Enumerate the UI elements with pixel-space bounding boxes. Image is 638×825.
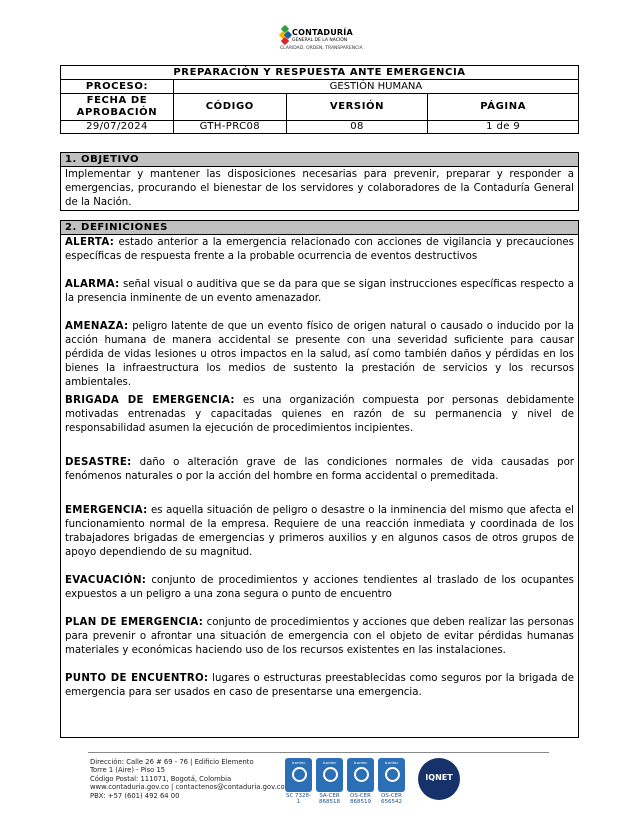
document-title: PREPARACIÓN Y RESPUESTA ANTE EMERGENCIA: [61, 66, 579, 80]
definition-text: es aquella situación de peligro o desastre o la inminencia del mismo que afecta el funcionamiento normal de la empresa. Requiere de una reacción inmediata y coordinada de los trabajadores brigadas de emergencias y primeros auxilios y en algunos casos de otros grupos de apoyo dependiendo de su magnitud.: [65, 505, 574, 558]
icontec-cert-icon: [316, 758, 343, 792]
definition-item: [65, 574, 574, 602]
document-header-table: [60, 65, 579, 134]
icontec-cert-badge: [347, 758, 374, 810]
definition-term: PUNTO DE ENCUENTRO:: [65, 673, 209, 684]
definition-term: EMERGENCIA:: [65, 505, 148, 516]
page-label: PÁGINA: [428, 94, 579, 121]
date-label: FECHA DE APROBACIÓN: [61, 94, 174, 121]
code-value: GTH-PRC08: [173, 121, 286, 134]
definitions-list: [61, 235, 578, 700]
definition-text: lugares o estructuras preestablecidas como seguros por la brigada de emergencia para ser usados en caso de presentarse una emergencia.: [65, 673, 574, 698]
definition-item: [65, 278, 574, 306]
footer-divider: [88, 752, 549, 753]
icontec-cert-badge: [316, 758, 343, 810]
footer-line: PBX: +57 (601) 492 64 00: [90, 791, 180, 800]
definition-item: [65, 236, 574, 264]
definition-item: [65, 616, 574, 658]
logo-mark-icon: [280, 26, 290, 48]
definition-text: es una organización compuesta por personas debidamente motivadas entrenadas y capacitadas quienes en razón de su permanencia y nivel de responsabilidad asumen la ejecución de procedimientos incipientes.: [65, 395, 575, 434]
logo: [280, 26, 370, 54]
cert-code: OS-CER 656542: [381, 793, 402, 805]
definition-term: AMENAZA:: [65, 321, 129, 332]
cert-brand: Icontec: [384, 760, 399, 765]
definition-text: peligro latente de que un evento físico de origen natural o causado o inducido por la acción humana de manera accidental se presente con una severidad suficiente para causar pérdida de vidas lesiones u otros impactos en la salud, así como también daños y pérdidas en los bienes la infraestructura los medios de sustento la prestación de servicios y los recursos ambientales.: [65, 321, 574, 388]
icontec-cert-badge: [285, 758, 312, 810]
section-heading: 1. OBJETIVO: [61, 153, 578, 167]
objetivo-text: Implementar y mantener las disposiciones necesarias para prevenir, preparar y responder a emergencias, procurando el bienestar de los servidores y colaboradores de la Contaduría General de la Nación.: [65, 169, 574, 208]
definition-item: [65, 672, 574, 700]
process-value: GESTIÓN HUMANA: [173, 80, 578, 94]
footer-line: Torre 1 (Aire) - Piso 15: [90, 766, 166, 775]
definition-item: [65, 504, 574, 560]
section-heading: 2. DEFINICIONES: [61, 221, 578, 235]
page-value: 1 de 9: [428, 121, 579, 134]
definition-term: EVACUACIÓN:: [65, 575, 147, 586]
icontec-cert-icon: [378, 758, 405, 792]
process-label: PROCESO:: [61, 80, 174, 94]
definition-item: [65, 394, 574, 436]
definition-term: BRIGADA DE EMERGENCIA:: [65, 395, 235, 406]
footer-line: Dirección: Calle 26 # 69 - 76 | Edificio Elemento: [90, 758, 254, 766]
definition-item: [65, 320, 574, 390]
version-label: VERSIÓN: [286, 94, 428, 121]
logo-tagline: CLARIDAD, ORDEN, TRANSPARENCIA: [280, 46, 363, 51]
cert-code: SC 7328-1: [285, 793, 312, 805]
definition-text: señal visual o auditiva que se da para que se sigan instrucciones específicas respecto a la presencia inminente de un evento amenazador.: [65, 279, 574, 304]
section-objetivo: [60, 152, 579, 211]
cert-code: OS-CER 868519: [350, 793, 371, 805]
definition-term: DESASTRE:: [65, 457, 132, 468]
version-value: 08: [286, 121, 428, 134]
icontec-cert-icon: [285, 758, 312, 792]
footer-line: Código Postal: 111071, Bogotá, Colombia: [90, 774, 232, 783]
definition-text: daño o alteración grave de las condiciones normales de vida causadas por fenómenos naturales o por la acción del hombre en forma accidental o premeditada.: [65, 457, 574, 482]
icontec-cert-icon: [347, 758, 374, 792]
date-value: 29/07/2024: [61, 121, 174, 134]
cert-brand: Icontec: [291, 760, 306, 765]
footer-line: www.contaduria.gov.co | contactenos@contaduria.gov.co: [90, 783, 285, 792]
definition-term: PLAN DE EMERGENCIA:: [65, 617, 204, 628]
definition-text: conjunto de procedimientos y acciones que deben realizar las personas para prevenir o afrontar una situación de emergencia con el objeto de evitar pérdidas humanas materiales y económicas haciendo uso de los recursos existentes en las instalaciones.: [65, 617, 574, 656]
definition-text: estado anterior a la emergencia relacionado con acciones de vigilancia y precauciones específicas de respuesta frente a la probable ocurrencia de eventos destructivos: [65, 237, 574, 262]
cert-code: SA-CER 868518: [319, 793, 340, 805]
iqnet-badge-icon: [418, 758, 460, 800]
logo-name: CONTADURÍA: [292, 28, 353, 37]
iqnet-label: IQNET: [425, 773, 453, 782]
definition-term: ALARMA:: [65, 279, 120, 290]
cert-brand: Icontec: [353, 760, 368, 765]
icontec-cert-badge: [378, 758, 405, 810]
definition-term: ALERTA:: [65, 237, 115, 248]
definition-text: conjunto de procedimientos y acciones tendientes al traslado de los ocupantes expuestos a un peligro a una zona segura o punto de encuentro: [65, 575, 574, 600]
definition-item: [65, 456, 574, 484]
footer-address: [90, 758, 285, 800]
code-label: CÓDIGO: [173, 94, 286, 121]
cert-brand: Icontec: [322, 760, 337, 765]
logo-subtitle: GENERAL DE LA NACIÓN: [292, 38, 348, 43]
section-definiciones: [60, 220, 579, 738]
